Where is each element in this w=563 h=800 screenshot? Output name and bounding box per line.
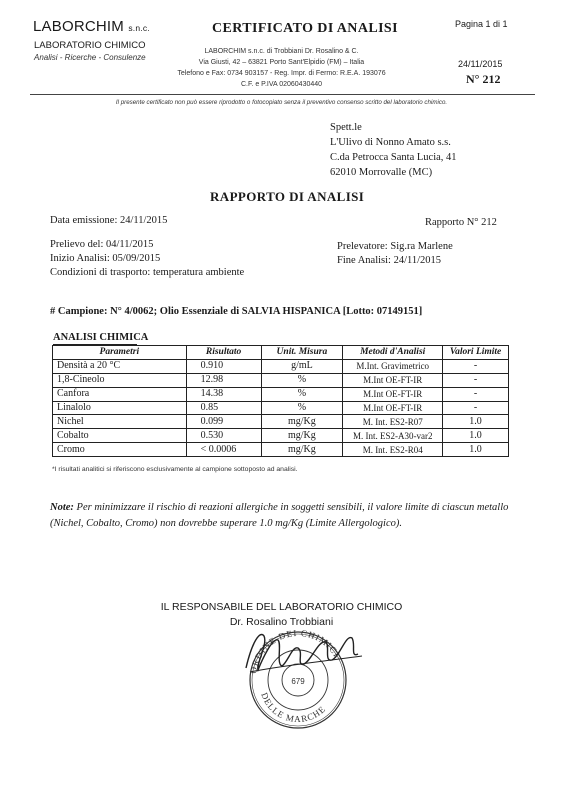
- lab-name: [33, 18, 150, 35]
- address-line: Via Giusti, 42 – 63821 Porto Sant'Elpidio (FM) – Italia: [198, 59, 365, 66]
- stamp-number: 679: [291, 677, 305, 686]
- emission-date: Data emissione: 24/11/2015: [50, 215, 168, 226]
- limit-cell: -: [443, 401, 509, 415]
- unit-cell: mg/Kg: [261, 443, 343, 457]
- recipient-name: L'Ulivo di Nonno Amato s.s.: [330, 137, 451, 148]
- lab-subtitle: LABORATORIO CHIMICO: [34, 40, 146, 51]
- unit-cell: mg/Kg: [261, 415, 343, 429]
- transport-conditions: Condizioni di trasporto: temperatura ambiente: [50, 267, 245, 278]
- column-header: Valori Limite: [443, 346, 509, 360]
- section-title: ANALISI CHIMICA: [53, 332, 149, 343]
- report-title: RAPPORTO DI ANALISI: [210, 189, 365, 204]
- column-header: Parametri: [53, 346, 187, 360]
- address-line: Telefono e Fax: 0734 903157 - Reg. Impr. di Fermo: R.E.A. 193076: [177, 70, 386, 77]
- table-row: [53, 415, 509, 429]
- table-row: [53, 387, 509, 401]
- result-cell: 0.099: [186, 415, 261, 429]
- table-header-row: [53, 346, 509, 360]
- unit-cell: g/mL: [261, 359, 343, 373]
- method-cell: M.Int. Gravimetrico: [343, 359, 443, 373]
- parameter-cell: Densità a 20 °C: [53, 359, 187, 373]
- limit-cell: 1.0: [443, 415, 509, 429]
- limit-cell: -: [443, 387, 509, 401]
- method-cell: M. Int. ES2-R07: [343, 415, 443, 429]
- page-number: Pagina 1 di 1: [455, 19, 508, 29]
- column-header: Metodi d'Analisi: [343, 346, 443, 360]
- result-cell: 0.910: [186, 359, 261, 373]
- lab-suffix: s.n.c.: [128, 23, 150, 33]
- result-cell: 0.85: [186, 401, 261, 415]
- limit-cell: 1.0: [443, 429, 509, 443]
- column-header: Unit. Misura: [261, 346, 343, 360]
- method-cell: M.Int OE-FT-IR: [343, 373, 443, 387]
- analysis-end: Fine Analisi: 24/11/2015: [337, 255, 442, 266]
- svg-text:ORDINE DEI CHIMICI: ORDINE DEI CHIMICI: [248, 627, 342, 675]
- table-row: [53, 373, 509, 387]
- parameter-cell: Cromo: [53, 443, 187, 457]
- recipient-street: C.da Petrocca Santa Lucia, 41: [330, 152, 457, 163]
- limit-cell: 1.0: [443, 443, 509, 457]
- table-row: [53, 429, 509, 443]
- limit-cell: -: [443, 373, 509, 387]
- table-row: [53, 359, 509, 373]
- disclaimer: Il presente certificato non può essere riprodotto o fotocopiato senza il preventivo consenso scritto del laboratorio chimico.: [115, 99, 448, 106]
- result-cell: 12.98: [186, 373, 261, 387]
- result-cell: < 0.0006: [186, 443, 261, 457]
- results-table: [52, 345, 509, 457]
- sample-line: # Campione: N° 4/0062; Olio Essenziale di SALVIA HISPANICA [Lotto: 07149151]: [50, 306, 423, 317]
- unit-cell: mg/Kg: [261, 429, 343, 443]
- sampler: Prelevatore: Sig.ra Marlene: [337, 241, 453, 252]
- recipient-city: 62010 Morrovalle (MC): [330, 167, 433, 178]
- table-row: [53, 443, 509, 457]
- recipient-salutation: Spett.le: [330, 122, 362, 133]
- note-paragraph: [50, 500, 520, 532]
- signer-name: Dr. Rosalino Trobbiani: [229, 616, 334, 628]
- unit-cell: %: [261, 387, 343, 401]
- document-title: CERTIFICATO DI ANALISI: [212, 21, 398, 36]
- report-number: Rapporto N° 212: [425, 217, 497, 228]
- sampling-date: Prelievo del: 04/11/2015: [50, 239, 154, 250]
- header-date: 24/11/2015: [458, 59, 503, 69]
- analysis-start: Inizio Analisi: 05/09/2015: [50, 253, 161, 264]
- table-row: [53, 401, 509, 415]
- unit-cell: %: [261, 401, 343, 415]
- result-cell: 14.38: [186, 387, 261, 401]
- lab-name-text: LABORCHIM: [33, 18, 124, 35]
- svg-text:DELLE MARCHE: DELLE MARCHE: [259, 691, 328, 725]
- method-cell: M.Int OE-FT-IR: [343, 387, 443, 401]
- note-label: Note:: [50, 502, 74, 513]
- parameter-cell: 1,8-Cineolo: [53, 373, 187, 387]
- address-line: LABORCHIM s.n.c. di Trobbiani Dr. Rosalino & C.: [204, 48, 359, 55]
- parameter-cell: Cobalto: [53, 429, 187, 443]
- signer-title: IL RESPONSABILE DEL LABORATORIO CHIMICO: [160, 601, 403, 613]
- address-line: C.F. e P.IVA 02060430440: [240, 81, 323, 88]
- parameter-cell: Canfora: [53, 387, 187, 401]
- header-number: N° 212: [466, 72, 501, 86]
- parameter-cell: Linalolo: [53, 401, 187, 415]
- table-footnote: *I risultati analitici si riferiscono esclusivamente al campione sottoposto ad analisi.: [52, 466, 298, 473]
- limit-cell: -: [443, 359, 509, 373]
- unit-cell: %: [261, 373, 343, 387]
- header-divider: [30, 94, 535, 95]
- method-cell: M.Int OE-FT-IR: [343, 401, 443, 415]
- handwritten-signature: [238, 620, 368, 690]
- note-text: Per minimizzare il rischio di reazioni allergiche in soggetti sensibili, il valore limite di ciascun metallo (Nichel, Cobalto, Cromo) non dovrebbe superare 1.0 mg/Kg (Limite Allergologico).: [50, 502, 509, 529]
- parameter-cell: Nichel: [53, 415, 187, 429]
- method-cell: M. Int. ES2-R04: [343, 443, 443, 457]
- result-cell: 0.530: [186, 429, 261, 443]
- lab-tagline: Analisi - Ricerche - Consulenze: [34, 53, 146, 62]
- column-header: Risultato: [186, 346, 261, 360]
- method-cell: M. Int. ES2-A30-var2: [343, 429, 443, 443]
